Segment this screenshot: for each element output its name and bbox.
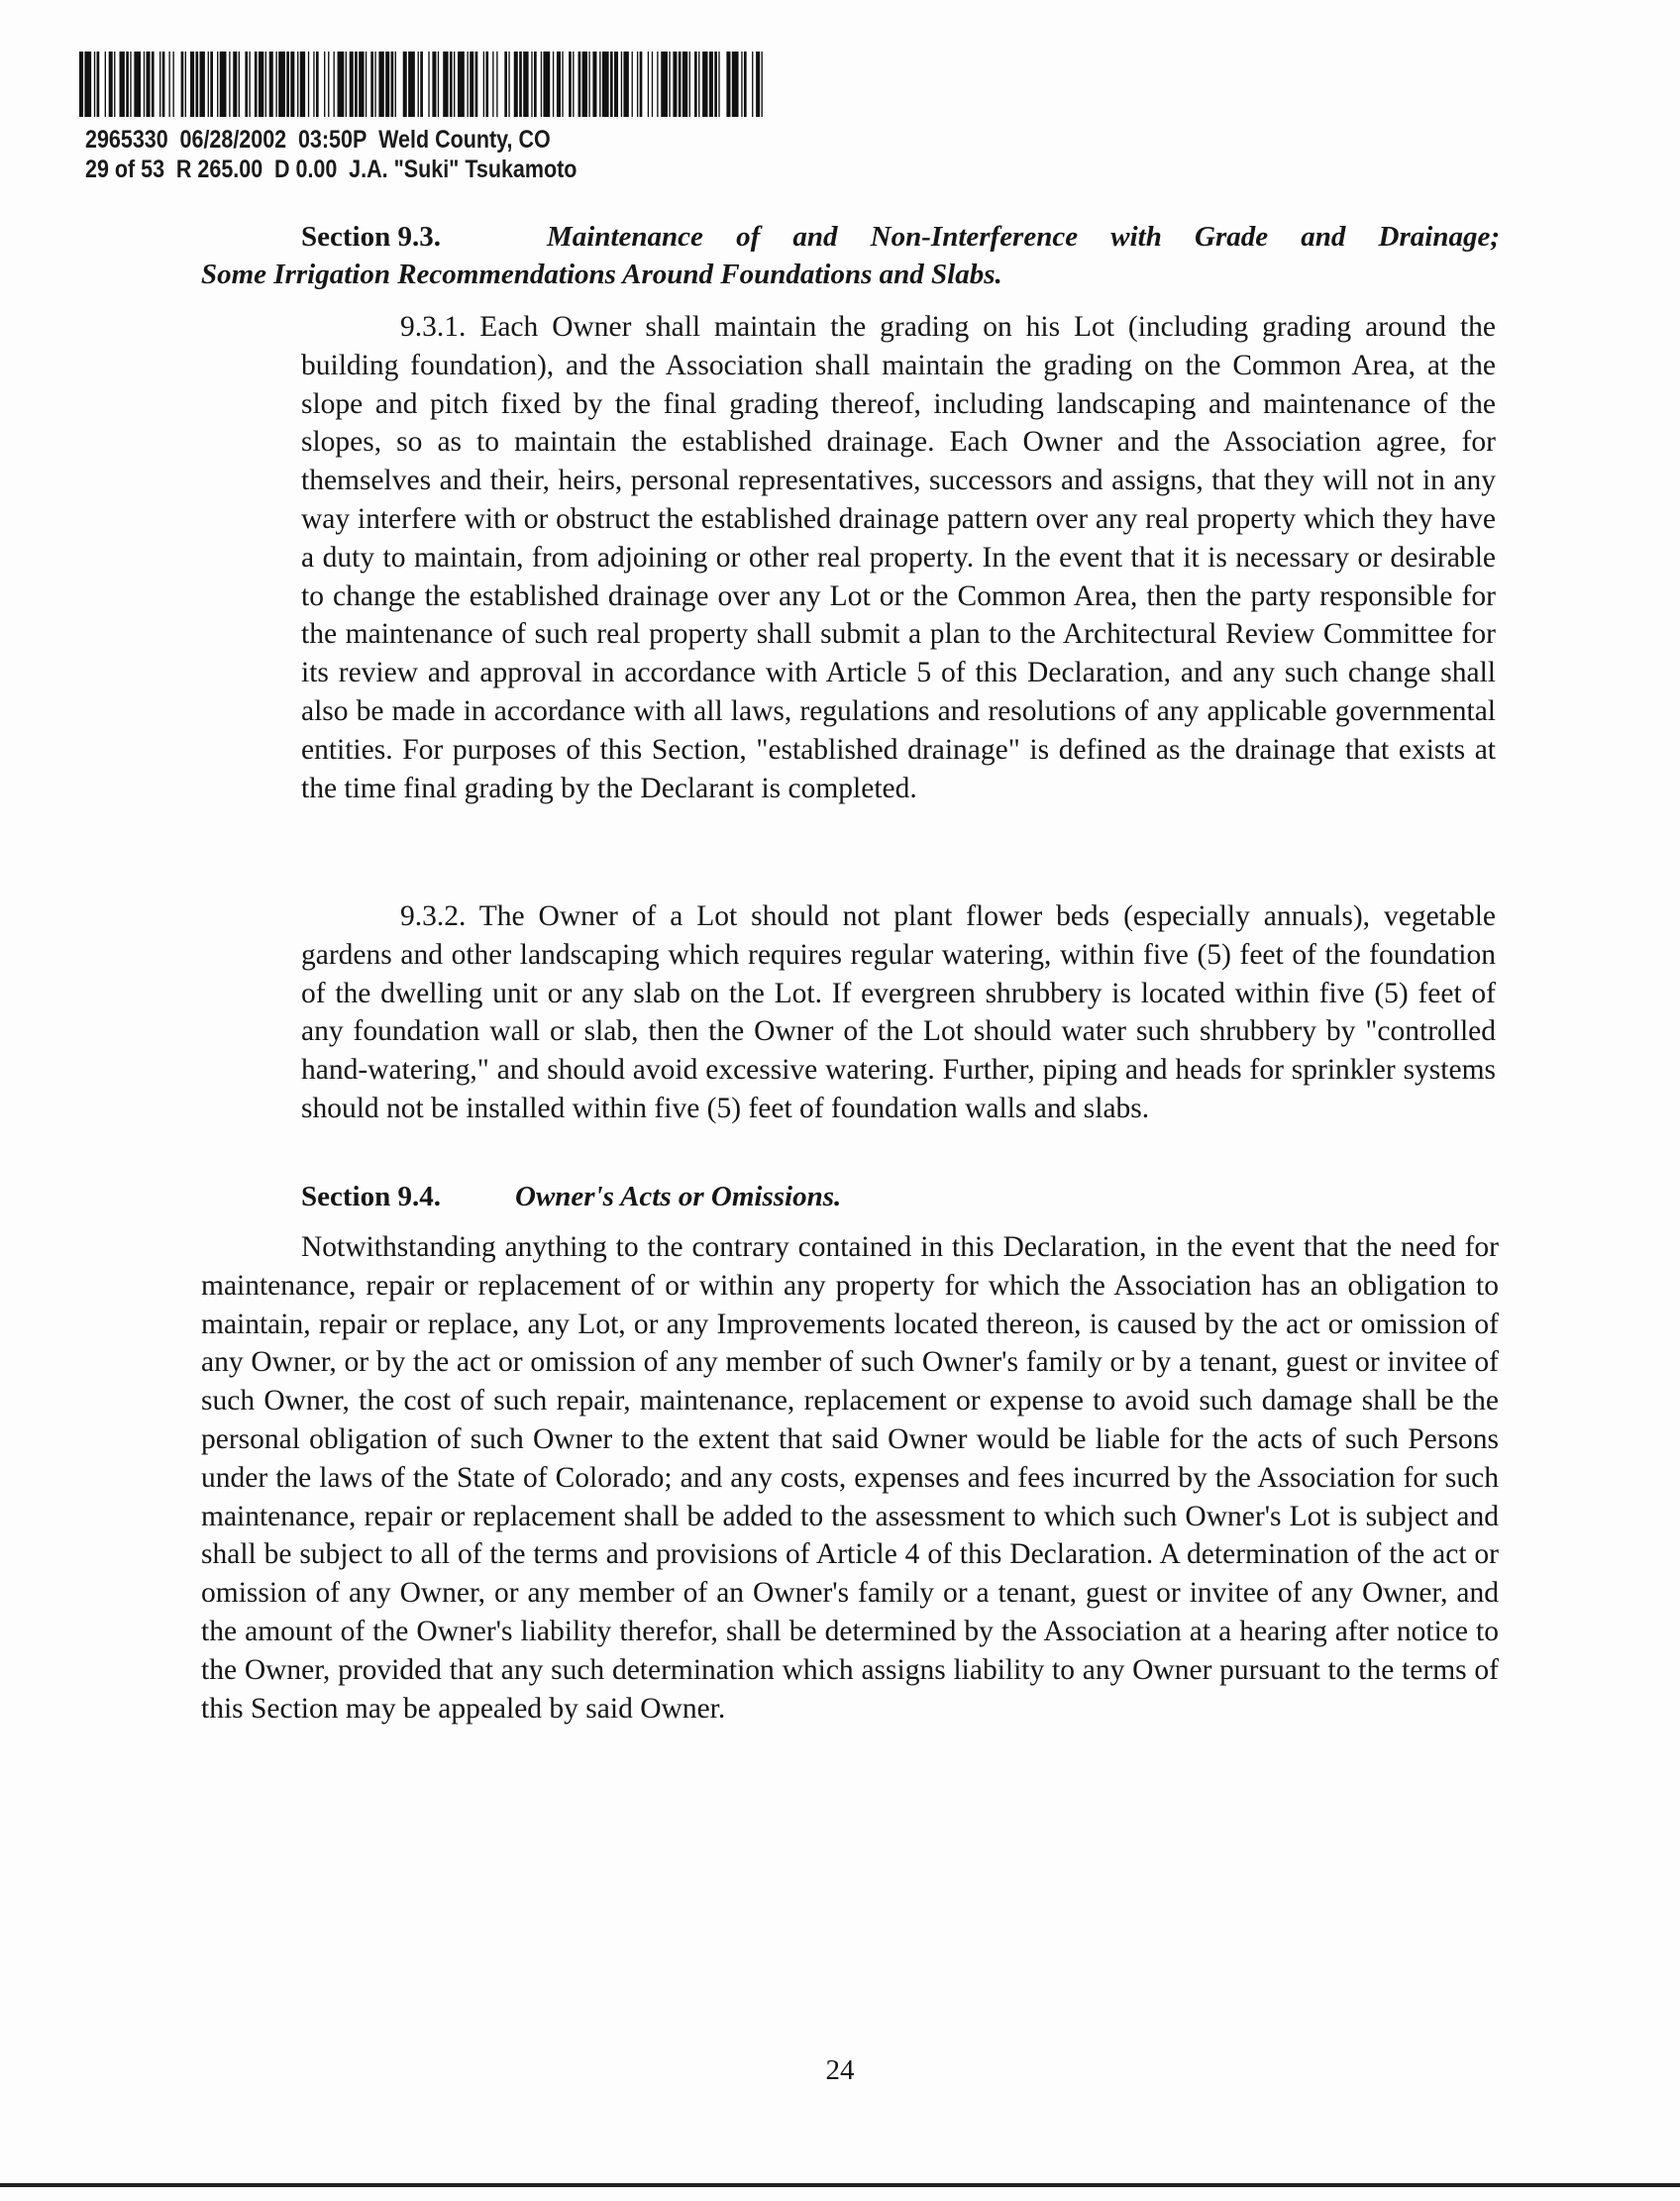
barcode-bar [200, 52, 205, 117]
barcode-bar [741, 52, 742, 117]
barcode-bar [726, 52, 730, 117]
barcode-bar [485, 52, 488, 117]
barcode-bar [718, 52, 719, 117]
barcode-bar [346, 52, 347, 117]
barcode-bar [562, 52, 563, 117]
barcode-bar [181, 52, 184, 117]
page-number: 24 [825, 2054, 855, 2086]
barcode-bar [432, 52, 436, 117]
barcode-bar [300, 52, 305, 117]
barcode-bar [523, 52, 528, 117]
barcode-bar [286, 52, 289, 117]
barcode-bar [557, 52, 561, 117]
barcode-bar [483, 52, 484, 117]
barcode-bar [475, 52, 478, 117]
barcode-bar [637, 52, 638, 117]
barcode-bar [632, 52, 633, 117]
barcode-bar [694, 52, 697, 117]
barcode-bar [661, 52, 668, 117]
section-9-3-heading [301, 218, 1500, 256]
barcode-bar [147, 52, 151, 117]
barcode-bar [573, 52, 574, 117]
recording-date: 06/28/2002 [179, 126, 287, 154]
barcode-bar [443, 52, 448, 117]
documentary-fee: D 0.00 [273, 156, 338, 183]
section-9-3-heading-continued [201, 256, 1002, 293]
barcode-bar [126, 52, 129, 117]
barcode-bar [420, 52, 423, 117]
barcode-bar [195, 52, 198, 117]
barcode-bar [689, 52, 690, 117]
barcode-bar [134, 52, 141, 117]
barcode-bar [159, 52, 160, 117]
barcode-bar [543, 52, 550, 117]
barcode-bar [269, 52, 273, 117]
paragraph-9-3-1: 9.3.1. Each Owner shall maintain the grading on his Lot (including grading around the building foundation), and the Association shall maintain the grading on the Common Area, at the slope and pitch fixed by the final grading thereof, including landscaping and maintenance of the slopes, so as to maintain the established drainage. Each Owner and the Association agree, for themselves and their, heirs, personal representatives, successors and assigns, that they will not in any way interfere with or obstruct the established drainage pattern over any real property which they have a duty to maintain, from adjoining or other real property. In the event that it is necessary or desirable to change the established drainage over any Lot or the Common Area, then the party responsible for the maintenance of such real property shall submit a plan to the Architectural Review Committee for its review and approval in accordance with Article 5 of this Declaration, and any such change shall also be made in accordance with all laws, regulations and resolutions of any applicable governmental entities. For purposes of this Section, "established drainage" is defined as the drainage that exists at the time final grading by the Declarant is completed. [301, 311, 1496, 804]
barcode-bar [698, 52, 699, 117]
barcode-bar [355, 52, 358, 117]
barcode-bar [648, 52, 649, 117]
barcode-bar [534, 52, 537, 117]
barcode-bar [249, 52, 250, 117]
section-9-3-label: Section 9.3. [301, 221, 441, 253]
recording-fee: R 265.00 [175, 156, 263, 183]
barcode-bar [313, 52, 314, 117]
barcode-bar [408, 52, 415, 117]
section-9-3-title-line-2: Some Irrigation Recommendations Around Foundations and Slabs. [201, 259, 1002, 290]
recording-county: Weld County, CO [378, 126, 551, 154]
barcode-bar [438, 52, 439, 117]
barcode-bar [752, 52, 753, 117]
section-9-4-title: Owner's Acts or Omissions. [515, 1181, 842, 1212]
barcode-bar [744, 52, 747, 117]
paragraph-9-4: Notwithstanding anything to the contrary contained in this Declaration, in the event that the need for maintenance, repair or replacement of or within any property for which the Association has an obligation to maintain, repair or replace, any Lot, or any Improvements located thereon, is caused by the act or omission of any Owner, or by the act or omission of any member of such Owner's family or by a tenant, guest or invitee of such Owner, the cost of such repair, maintenance, replacement or expense to avoid such damage shall be the personal obligation of such Owner to the extent that said Owner would be liable for the acts of such Persons under the laws of the State of Colorado; and any costs, expenses and fees incurred by the Association for such maintenance, repair or replacement shall be added to the assessment to which such Owner's Lot is subject and shall be subject to all of the terms and provisions of Article 4 of this Declaration. A determination of the act or omission of any Owner, or any member of an Owner's family or a tenant, guest or invitee of any Owner, and the amount of the Owner's liability therefor, shall be determined by the Association at a hearing after notice to the Owner, provided that any such determination which assigns liability to any Owner pursuant to the terms of this Section may be appealed by said Owner. [201, 1231, 1499, 1725]
barcode-bar [541, 52, 542, 117]
barcode-bar [582, 52, 587, 117]
barcode-bar [673, 52, 677, 117]
barcode-bar [229, 52, 230, 117]
bottom-rule [0, 2183, 1680, 2187]
barcode-bar [614, 52, 618, 117]
barcode-bar [709, 52, 713, 117]
barcode-bar [162, 52, 165, 117]
barcode-bar [428, 52, 429, 117]
recording-time: 03:50P [297, 126, 368, 154]
paragraph-9-3-2: 9.3.2. The Owner of a Lot should not plant flower beds (especially annuals), vegetable gardens and other landscaping which requires regular watering, within five (5) feet of the foundation of the dwelling unit or any slab on the Lot. If evergreen shrubbery is located within five (5) feet of any foundation wall or slab, then the Owner of the Lot should water such shrubbery by "controlled hand-watering," and should avoid excessive watering. Further, piping and heads for sprinkler systems should not be installed within five (5) feet of foundation walls and slabs. [301, 900, 1496, 1124]
barcode-bar [120, 52, 125, 117]
barcode-bar [519, 52, 522, 117]
barcode-bar [370, 52, 373, 117]
barcode-bar [492, 52, 493, 117]
barcode-bar [208, 52, 209, 117]
barcode-bar [275, 52, 276, 117]
barcode-bar [185, 52, 186, 117]
recording-stamp-line-1 [85, 125, 588, 155]
barcode-bar [84, 52, 91, 117]
barcode-bar [338, 52, 345, 117]
barcode-bar [578, 52, 581, 117]
barcode-bar [468, 52, 469, 117]
barcode-bar [592, 52, 596, 117]
barcode-bar [714, 52, 717, 117]
barcode-bar [599, 52, 600, 117]
barcode-bar [378, 52, 383, 117]
barcode-bar [470, 52, 473, 117]
barcode-bar [265, 52, 266, 117]
barcode-bar [652, 52, 653, 117]
barcode-bar [454, 52, 455, 117]
barcode-bar [679, 52, 682, 117]
barcode-bar [316, 52, 319, 117]
barcode-bar [334, 52, 335, 117]
barcode-bar [144, 52, 145, 117]
barcode-bar [94, 52, 95, 117]
barcode-bar [553, 52, 554, 117]
reception-number: 2965330 [85, 126, 168, 154]
barcode-bar [395, 52, 396, 117]
section-9-4-label: Section 9.4. [301, 1181, 441, 1212]
barcode-bar [255, 52, 258, 117]
barcode-bar [702, 52, 707, 117]
barcode-bar [233, 52, 237, 117]
recording-stamp-line-2 [85, 155, 588, 184]
clerk-name: J.A. "Suki" Tsukamoto [349, 156, 578, 183]
barcode-bar [245, 52, 248, 117]
barcode-bar [669, 52, 670, 117]
barcode-bar [391, 52, 394, 117]
barcode-bar [374, 52, 375, 117]
barcode-bar [623, 52, 628, 117]
barcode-bar [450, 52, 453, 117]
barcode-bar [278, 52, 285, 117]
barcode-bar [130, 52, 131, 117]
section-9-4-heading [301, 1178, 842, 1215]
barcode-bar [531, 52, 532, 117]
barcode-bar [324, 52, 325, 117]
barcode-bar [569, 52, 572, 117]
barcode-bar [458, 52, 465, 117]
barcode-bar [418, 52, 419, 117]
barcode-bar [168, 52, 169, 117]
barcode-bar [79, 52, 83, 117]
barcode-bar [290, 52, 294, 117]
barcode-bar [732, 52, 739, 117]
barcode-bar [385, 52, 389, 117]
barcode-bar [109, 52, 113, 117]
barcode-bar [762, 52, 763, 117]
barcode-bar [210, 52, 213, 117]
barcode-bar [217, 52, 218, 117]
barcode-bar [640, 52, 643, 117]
section-9-3-title-line-1: Maintenance of and Non-Interference with Grade and Drainage; [547, 221, 1500, 253]
barcode-bar [97, 52, 100, 117]
barcode-bar [359, 52, 364, 117]
barcode-bar [602, 52, 609, 117]
barcode-bar [114, 52, 115, 117]
barcode-bar [220, 52, 227, 117]
barcode-bar [621, 52, 622, 117]
barcode-bar [508, 52, 509, 117]
barcode-bar [682, 52, 687, 117]
barcode-bar [239, 52, 240, 117]
barcode-bar [105, 52, 106, 117]
barcode-bar [308, 52, 309, 117]
barcode-bar [610, 52, 613, 117]
barcode-bar [297, 52, 298, 117]
barcode-bar [496, 52, 497, 117]
barcode-bar [504, 52, 507, 117]
barcode-bar [259, 52, 263, 117]
barcode-bar [403, 52, 407, 117]
barcode-bar [173, 52, 174, 117]
barcode-bar [514, 52, 518, 117]
barcode-bar [152, 52, 155, 117]
page-count: 29 of 53 [85, 156, 165, 183]
barcode-bar [328, 52, 329, 117]
recording-barcode [79, 52, 763, 117]
barcode-bar [350, 52, 354, 117]
recording-stamp [85, 125, 588, 184]
barcode-bar [366, 52, 367, 117]
barcode-bar [657, 52, 658, 117]
barcode-bar [190, 52, 194, 117]
barcode-bar [756, 52, 760, 117]
barcode-bar [588, 52, 589, 117]
